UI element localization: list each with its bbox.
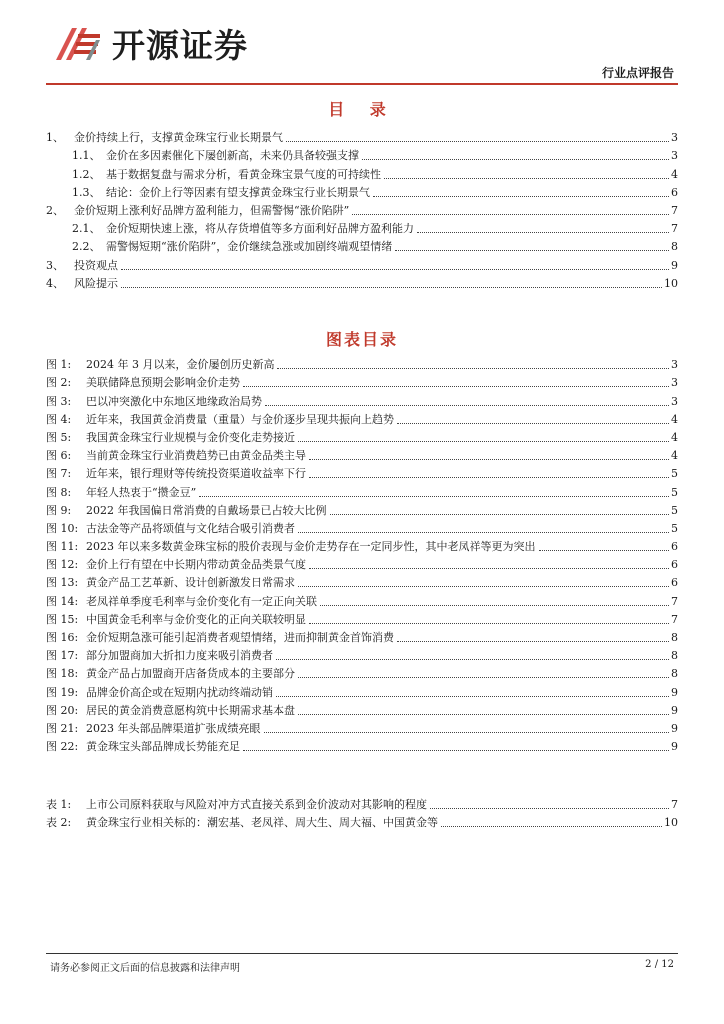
entry-page-number: 3 bbox=[671, 376, 678, 390]
entry-number: 表 2: bbox=[46, 816, 72, 830]
entry-number: 图 3: bbox=[46, 394, 72, 408]
dot-leader bbox=[309, 568, 669, 569]
entry-title: 巴以冲突激化中东地区地缘政治局势 bbox=[86, 394, 262, 408]
toc-entry[interactable] bbox=[46, 145, 678, 163]
toc-entry[interactable] bbox=[46, 254, 678, 272]
entry-title: 风险提示 bbox=[74, 276, 118, 290]
entry-number: 图 11: bbox=[46, 540, 79, 554]
entry-page-number: 3 bbox=[671, 358, 678, 372]
entry-number: 1、 bbox=[46, 131, 64, 145]
toc-entry[interactable] bbox=[46, 127, 678, 145]
figure-entry[interactable] bbox=[46, 700, 678, 718]
entry-title: 2024 年 3 月以来，金价屡创历史新高 bbox=[86, 358, 275, 372]
entry-page-number: 4 bbox=[671, 449, 678, 463]
entry-number: 图 1: bbox=[46, 358, 72, 372]
entry-title: 投资观点 bbox=[74, 258, 118, 272]
entry-number: 图 8: bbox=[46, 485, 72, 499]
entry-number: 4、 bbox=[46, 276, 64, 290]
dot-leader bbox=[265, 405, 669, 406]
entry-title: 黄金产品占加盟商开店备货成本的主要部分 bbox=[86, 667, 295, 681]
entry-page-number: 7 bbox=[671, 612, 678, 626]
dot-leader bbox=[352, 214, 669, 215]
figure-entry[interactable] bbox=[46, 609, 678, 627]
entry-title: 黄金珠宝头部品牌成长势能充足 bbox=[86, 740, 240, 754]
entry-page-number: 8 bbox=[671, 667, 678, 681]
dot-leader bbox=[199, 496, 669, 497]
entry-title: 部分加盟商加大折扣力度来吸引消费者 bbox=[86, 649, 273, 663]
figure-entry[interactable] bbox=[46, 590, 678, 608]
entry-page-number: 4 bbox=[671, 430, 678, 444]
entry-number: 图 17: bbox=[46, 649, 79, 663]
entry-number: 图 21: bbox=[46, 721, 79, 735]
entry-number: 图 20: bbox=[46, 703, 79, 717]
figure-entry[interactable] bbox=[46, 463, 678, 481]
entry-page-number: 5 bbox=[671, 485, 678, 499]
entry-title: 金价短期快速上涨，将从存货增值等多方面利好品牌方盈利能力 bbox=[106, 222, 414, 236]
dot-leader bbox=[298, 677, 669, 678]
entry-number: 2.1、 bbox=[72, 222, 101, 236]
entry-number: 图 5: bbox=[46, 430, 72, 444]
figure-entry[interactable] bbox=[46, 554, 678, 572]
figure-entry[interactable] bbox=[46, 663, 678, 681]
entry-page-number: 8 bbox=[671, 631, 678, 644]
entry-number: 图 10: bbox=[46, 521, 79, 535]
entry-title: 年轻人热衷于“攒金豆” bbox=[86, 485, 197, 499]
figure-entry[interactable] bbox=[46, 427, 678, 445]
company-logo bbox=[50, 18, 248, 68]
entry-number: 图 14: bbox=[46, 594, 79, 608]
dot-leader bbox=[309, 459, 669, 460]
dot-leader bbox=[298, 441, 669, 442]
entry-page-number: 9 bbox=[671, 258, 678, 272]
entry-number: 2.2、 bbox=[72, 240, 101, 254]
dot-leader bbox=[243, 386, 669, 387]
entry-title: 2023 年以来多数黄金珠宝标的股价表现与金价走势存在一定同步性，其中老凤祥等更为突出 bbox=[86, 540, 536, 554]
entry-page-number: 3 bbox=[671, 149, 678, 163]
entry-number: 图 6: bbox=[46, 449, 72, 463]
tables-list bbox=[46, 794, 678, 830]
entry-page-number: 5 bbox=[671, 503, 678, 517]
toc-entry[interactable] bbox=[46, 273, 678, 291]
entry-number: 表 1: bbox=[46, 798, 72, 812]
entry-title: 需警惕短期“涨价陷阱”，金价继续急涨或加剧终端观望情绪 bbox=[106, 240, 393, 254]
dot-leader bbox=[417, 232, 669, 233]
entry-page-number: 5 bbox=[671, 467, 678, 481]
dot-leader bbox=[397, 423, 669, 424]
entry-number: 图 16: bbox=[46, 631, 79, 644]
dot-leader bbox=[286, 141, 669, 142]
footer-divider bbox=[46, 953, 678, 954]
dot-leader bbox=[362, 159, 669, 160]
figure-entry[interactable] bbox=[46, 372, 678, 390]
entry-page-number: 4 bbox=[671, 412, 678, 426]
figure-entry[interactable] bbox=[46, 536, 678, 554]
entry-page-number: 8 bbox=[671, 240, 678, 254]
entry-number: 3、 bbox=[46, 258, 64, 272]
entry-number: 2、 bbox=[46, 203, 64, 217]
entry-page-number: 6 bbox=[671, 558, 678, 572]
entry-title: 老凤祥单季度毛利率与金价变化有一定正向关联 bbox=[86, 594, 317, 608]
entry-title: 中国黄金毛利率与金价变化的正向关联较明显 bbox=[86, 612, 306, 626]
dot-leader bbox=[430, 808, 669, 809]
entry-number: 图 2: bbox=[46, 376, 72, 390]
entry-title: 2023 年头部品牌渠道扩张成绩亮眼 bbox=[86, 721, 261, 735]
entry-page-number: 7 bbox=[671, 222, 678, 236]
entry-page-number: 10 bbox=[664, 816, 678, 830]
figure-entry[interactable] bbox=[46, 518, 678, 536]
entry-number: 图 22: bbox=[46, 740, 79, 754]
entry-title: 金价短期上涨利好品牌方盈利能力，但需警惕“涨价陷阱” bbox=[74, 203, 350, 217]
figure-entry[interactable] bbox=[46, 681, 678, 699]
table-entry[interactable] bbox=[46, 812, 678, 830]
header-divider bbox=[46, 83, 678, 85]
figures-list bbox=[46, 354, 678, 754]
entry-title: 黄金产品工艺革新、设计创新激发日常需求 bbox=[86, 576, 295, 590]
entry-page-number: 6 bbox=[671, 576, 678, 590]
entry-page-number: 7 bbox=[671, 798, 678, 812]
dot-leader bbox=[298, 714, 669, 715]
entry-page-number: 3 bbox=[671, 131, 678, 145]
entry-page-number: 7 bbox=[671, 594, 678, 608]
dot-leader bbox=[121, 269, 669, 270]
entry-title: 古法金等产品将颂值与文化结合吸引消费者 bbox=[86, 521, 295, 535]
figure-entry[interactable] bbox=[46, 354, 678, 372]
entry-title: 居民的黄金消费意愿构筑中长期需求基本盘 bbox=[86, 703, 295, 717]
entry-title: 近年来，我国黄金消费量（重量）与金价逐步呈现共振向上趋势 bbox=[86, 412, 394, 426]
toc-list bbox=[46, 127, 678, 291]
entry-page-number: 9 bbox=[671, 703, 678, 717]
entry-number: 图 7: bbox=[46, 467, 72, 481]
entry-title: 金价在多因素催化下屡创新高，未来仍具备较强支撑 bbox=[106, 149, 359, 163]
entry-title: 近年来，银行理财等传统投资渠道收益率下行 bbox=[86, 467, 306, 481]
dot-leader bbox=[121, 287, 662, 288]
company-name: 开源证券 bbox=[112, 25, 248, 65]
dot-leader bbox=[243, 750, 669, 751]
entry-number: 1.3、 bbox=[72, 185, 101, 199]
entry-title: 上市公司原料获取与风险对冲方式直接关系到金价波动对其影响的程度 bbox=[86, 798, 427, 812]
entry-title: 当前黄金珠宝行业消费趋势已由黄金品类主导 bbox=[86, 449, 306, 463]
entry-page-number: 9 bbox=[671, 740, 678, 754]
entry-page-number: 8 bbox=[671, 649, 678, 663]
figure-entry[interactable] bbox=[46, 481, 678, 499]
dot-leader bbox=[276, 659, 669, 660]
entry-number: 图 15: bbox=[46, 612, 79, 626]
entry-page-number: 7 bbox=[671, 203, 678, 217]
toc-entry[interactable] bbox=[46, 218, 678, 236]
entry-page-number: 3 bbox=[671, 394, 678, 408]
page-number: 2 / 12 bbox=[645, 959, 674, 970]
figure-entry[interactable] bbox=[46, 627, 678, 645]
entry-title: 结论：金价上行等因素有望支撑黄金珠宝行业长期景气 bbox=[106, 185, 370, 199]
entry-number: 1.1、 bbox=[72, 149, 101, 163]
entry-title: 我国黄金珠宝行业规模与金价变化走势接近 bbox=[86, 430, 295, 444]
entry-title: 美联储降息预期会影响金价走势 bbox=[86, 376, 240, 390]
entry-page-number: 6 bbox=[671, 185, 678, 199]
dot-leader bbox=[320, 605, 669, 606]
dot-leader bbox=[309, 623, 669, 624]
dot-leader bbox=[441, 826, 662, 827]
dot-leader bbox=[397, 641, 669, 642]
entry-number: 图 9: bbox=[46, 503, 72, 517]
entry-number: 图 4: bbox=[46, 412, 72, 426]
entry-page-number: 9 bbox=[671, 721, 678, 735]
entry-number: 图 12: bbox=[46, 558, 79, 572]
entry-number: 图 18: bbox=[46, 667, 79, 681]
dot-leader bbox=[277, 368, 669, 369]
logo-icon bbox=[50, 20, 106, 66]
dot-leader bbox=[276, 696, 669, 697]
entry-page-number: 9 bbox=[671, 685, 678, 699]
entry-number: 1.2、 bbox=[72, 167, 101, 181]
figure-entry[interactable] bbox=[46, 645, 678, 663]
entry-title: 金价短期急涨可能引起消费者观望情绪，进而抑制黄金首饰消费 bbox=[86, 631, 394, 644]
dot-leader bbox=[384, 178, 669, 179]
figures-toc-title: 图表目录 bbox=[325, 330, 398, 349]
figure-entry[interactable] bbox=[46, 390, 678, 408]
entry-title: 品牌金价高企或在短期内扰动终端动销 bbox=[86, 685, 273, 699]
entry-number: 图 13: bbox=[46, 576, 79, 590]
dot-leader bbox=[264, 732, 670, 733]
dot-leader bbox=[539, 550, 670, 551]
figure-entry[interactable] bbox=[46, 500, 678, 518]
entry-title: 金价上行有望在中长期内带动黄金品类景气度 bbox=[86, 558, 306, 572]
dot-leader bbox=[298, 586, 669, 587]
entry-number: 图 19: bbox=[46, 685, 79, 699]
entry-title: 金价持续上行，支撑黄金珠宝行业长期景气 bbox=[74, 131, 283, 145]
entry-title: 基于数据复盘与需求分析，看黄金珠宝景气度的可持续性 bbox=[106, 167, 381, 181]
entry-page-number: 4 bbox=[671, 167, 678, 181]
entry-title: 2022 年我国偏日常消费的自戴场景已占较大比例 bbox=[86, 503, 327, 517]
table-entry[interactable] bbox=[46, 794, 678, 812]
entry-page-number: 6 bbox=[671, 540, 678, 554]
figure-entry[interactable] bbox=[46, 718, 678, 736]
toc-entry[interactable] bbox=[46, 236, 678, 254]
entry-page-number: 5 bbox=[671, 521, 678, 535]
toc-entry[interactable] bbox=[46, 182, 678, 200]
figure-entry[interactable] bbox=[46, 445, 678, 463]
figure-entry[interactable] bbox=[46, 572, 678, 590]
toc-title: 目 录 bbox=[328, 100, 396, 119]
toc-entry[interactable] bbox=[46, 163, 678, 181]
dot-leader bbox=[330, 514, 670, 515]
dot-leader bbox=[395, 250, 669, 251]
figure-entry[interactable] bbox=[46, 736, 678, 754]
dot-leader bbox=[309, 477, 669, 478]
dot-leader bbox=[373, 196, 669, 197]
entry-page-number: 10 bbox=[664, 276, 678, 290]
footer-disclaimer: 请务必参阅正文后面的信息披露和法律声明 bbox=[50, 963, 240, 974]
figure-entry[interactable] bbox=[46, 409, 678, 427]
dot-leader bbox=[298, 532, 669, 533]
toc-entry[interactable] bbox=[46, 200, 678, 218]
entry-title: 黄金珠宝行业相关标的：潮宏基、老凤祥、周大生、周大福、中国黄金等 bbox=[86, 816, 438, 830]
report-type-label: 行业点评报告 bbox=[601, 66, 674, 80]
